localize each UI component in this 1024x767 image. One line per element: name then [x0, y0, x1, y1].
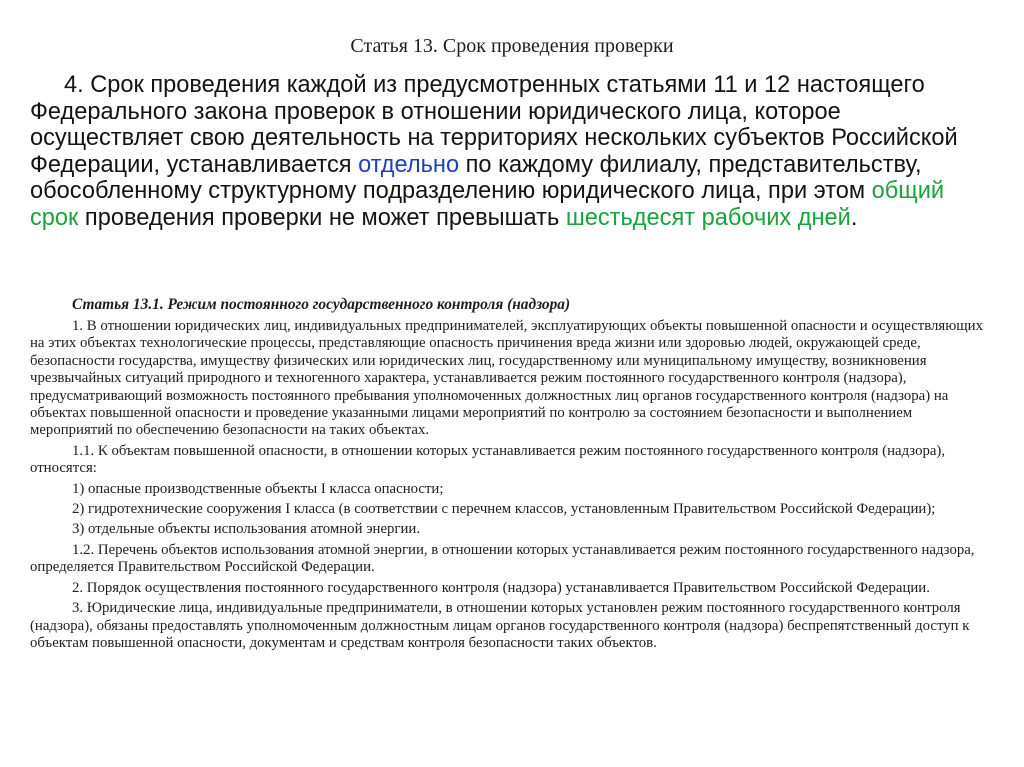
article-13-1-list-item-1: 1) опасные производственные объекты I класса опасности;	[72, 480, 444, 497]
article-13-1-paragraph-1: 1. В отношении юридических лиц, индивидуальных предпринимателей, эксплуатирующих объекты повышенной опасности и осуществляющих на этих объектах технологические процессы, представляющие опасность причинения вреда жизни или здоровью людей, окружающей среде, безопасности государства, имуществу физических или юридических лиц, государственному или муниципальному имуществу, возникновения чрезвычайных ситуаций природного и техногенного характера, устанавливается режим постоянного государственного контроля (надзора), предусматривающий возможность постоянного пребывания уполномоченных должностных лиц органов государственного контроля (надзора) на объектах повышенной опасности и проведение указанными лицами мероприятий по контролю за состоянием безопасности и выполнением мероприятий по обеспечению безопасности на таких объектах.	[30, 318, 983, 439]
paragraph-4-text-3: проведения проверки не может превышать	[78, 204, 566, 231]
paragraph-4-text-1: 4. Срок проведения каждой из предусмотренных статьями 11 и 12 настоящего Федерального закона проверок в отношении юридического лица, которое осуществляет свою деятельность на территориях нескольких субъектов Российской Федерации, устанавливается	[30, 72, 958, 178]
article-13-1-paragraph-3: 3. Юридические лица, индивидуальные предприниматели, в отношении которых установлен режим постоянного государственного контроля (надзора), обязаны предоставлять уполномоченным должностным лицам органов государственного контроля (надзора) беспрепятственный доступ к объектам повышенной опасности, документам и средствам контроля безопасности таких объектов.	[30, 600, 970, 651]
article-13-1-paragraph-1-2: 1.2. Перечень объектов использования атомной энергии, в отношении которых устанавливается режим постоянного государственного надзора, определяется Правительством Российской Федерации.	[30, 541, 975, 576]
article-13-1-paragraph-1-1: 1.1. К объектам повышенной опасности, в отношении которых устанавливается режим постоянного государственного контроля (надзора), относятся:	[30, 442, 946, 477]
article-13-1-heading: Статья 13.1. Режим постоянного государственного контроля (надзора)	[72, 296, 571, 313]
article-13-1	[30, 296, 998, 655]
slide-title: Статья 13. Срок проведения проверки	[350, 35, 674, 57]
article-13-1-paragraph-2: 2. Порядок осуществления постоянного государственного контроля (надзора) устанавливается Правительством Российской Федерации.	[72, 579, 930, 596]
highlight-total-term: общий срок	[30, 178, 945, 231]
article-13-1-list-item-3: 3) отдельные объекты использования атомной энергии.	[72, 521, 421, 538]
paragraph-4-text-2: по каждому филиалу, представительству, обособленному структурному подразделению юридического лица, при этом	[30, 151, 922, 205]
article-13-1-list-item-2: 2) гидротехнические сооружения I класса (в соответствии с перечнем классов, установленным Правительством Российской Федерации);	[72, 501, 936, 518]
paragraph-4	[30, 72, 990, 232]
paragraph-4-text-4: .	[850, 204, 858, 231]
highlight-sixty-days: шестьдесят рабочих дней	[565, 204, 851, 231]
highlight-separately: отдельно	[358, 151, 460, 178]
